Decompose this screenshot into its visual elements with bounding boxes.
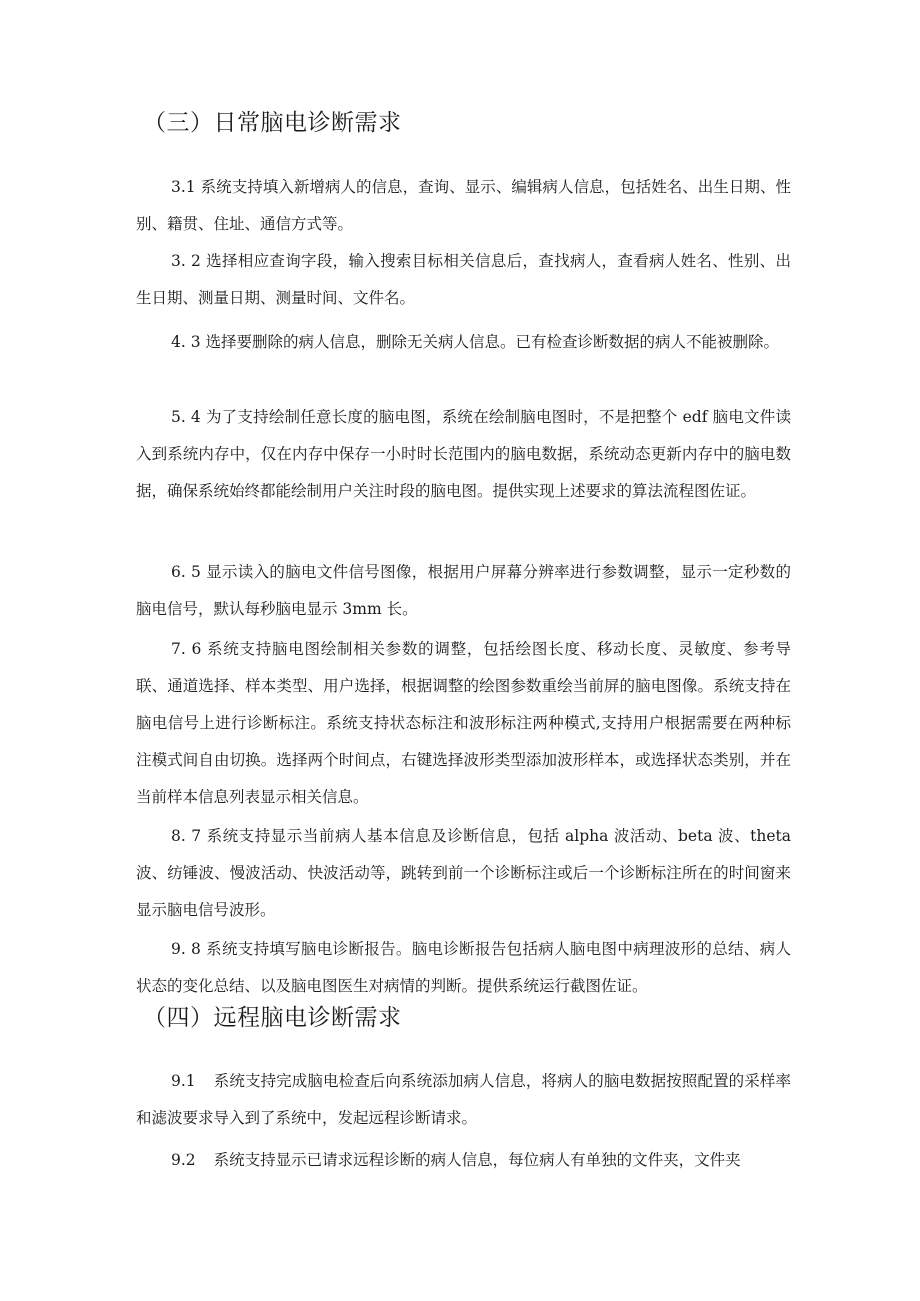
- item-number: 9.2: [171, 1151, 196, 1169]
- item-number: 9.1: [171, 1072, 196, 1090]
- paragraph-7-6: 7. 6 系统支持脑电图绘制相关参数的调整，包括绘图长度、移动长度、灵敏度、参考导联、通道选择、样本类型、用户选择，根据调整的绘图参数重绘当前屏的脑电图像。系统支持在脑电信号上进行诊断标注。系统支持状态标注和波形标注两种模式,支持用户根据需要在两种标注模式间自由切换。选择两个时间点，右键选择波形类型添加波形样本，或选择状态类别，并在当前样本信息列表显示相关信息。: [136, 640, 791, 806]
- item-text: 系统支持显示已请求远程诊断的病人信息，每位病人有单独的文件夹，文件夹: [213, 1151, 741, 1169]
- paragraph-8-7: 8. 7 系统支持显示当前病人基本信息及诊断信息，包括 alpha 波活动、beta 波、theta 波、纺锤波、慢波活动、快波活动等，跳转到前一个诊断标注或后一个诊断标注所在的时间窗来显示脑电信号波形。: [136, 827, 791, 919]
- paragraph-9-8: 9. 8 系统支持填写脑电诊断报告。脑电诊断报告包括病人脑电图中病理波形的总结、病人状态的变化总结、以及脑电图医生对病情的判断。提供系统运行截图佐证。: [136, 940, 791, 995]
- section-heading-remote-eeg: （四）远程脑电诊断需求: [143, 1005, 402, 1031]
- paragraph-9-2: [136, 1142, 791, 1179]
- section-heading-daily-eeg: （三）日常脑电诊断需求: [143, 110, 402, 136]
- paragraph-6-5: 6. 5 显示读入的脑电文件信号图像，根据用户屏幕分辨率进行参数调整，显示一定秒数的脑电信号，默认每秒脑电显示 3mm 长。: [136, 563, 791, 618]
- paragraph-4-3: 4. 3 选择要删除的病人信息，删除无关病人信息。已有检查诊断数据的病人不能被删除。: [171, 333, 780, 351]
- paragraph-9-1: [136, 1063, 791, 1137]
- paragraph-3-1: 3.1 系统支持填入新增病人的信息，查询、显示、编辑病人信息，包括姓名、出生日期、性别、籍贯、住址、通信方式等。: [136, 178, 791, 233]
- paragraph-3-2: 3. 2 选择相应查询字段，输入搜索目标相关信息后，查找病人，查看病人姓名、性别、出生日期、测量日期、测量时间、文件名。: [136, 252, 791, 307]
- item-text: 系统支持完成脑电检查后向系统添加病人信息，将病人的脑电数据按照配置的采样率和滤波要求导入到了系统中，发起远程诊断请求。: [136, 1072, 791, 1127]
- paragraph-5-4: 5. 4 为了支持绘制任意长度的脑电图，系统在绘制脑电图时，不是把整个 edf 脑电文件读入到系统内存中，仅在内存中保存一小时时长范围内的脑电数据，系统动态更新内存中的脑电数据，确保系统始终都能绘制用户关注时段的脑电图。提供实现上述要求的算法流程图佐证。: [136, 408, 791, 500]
